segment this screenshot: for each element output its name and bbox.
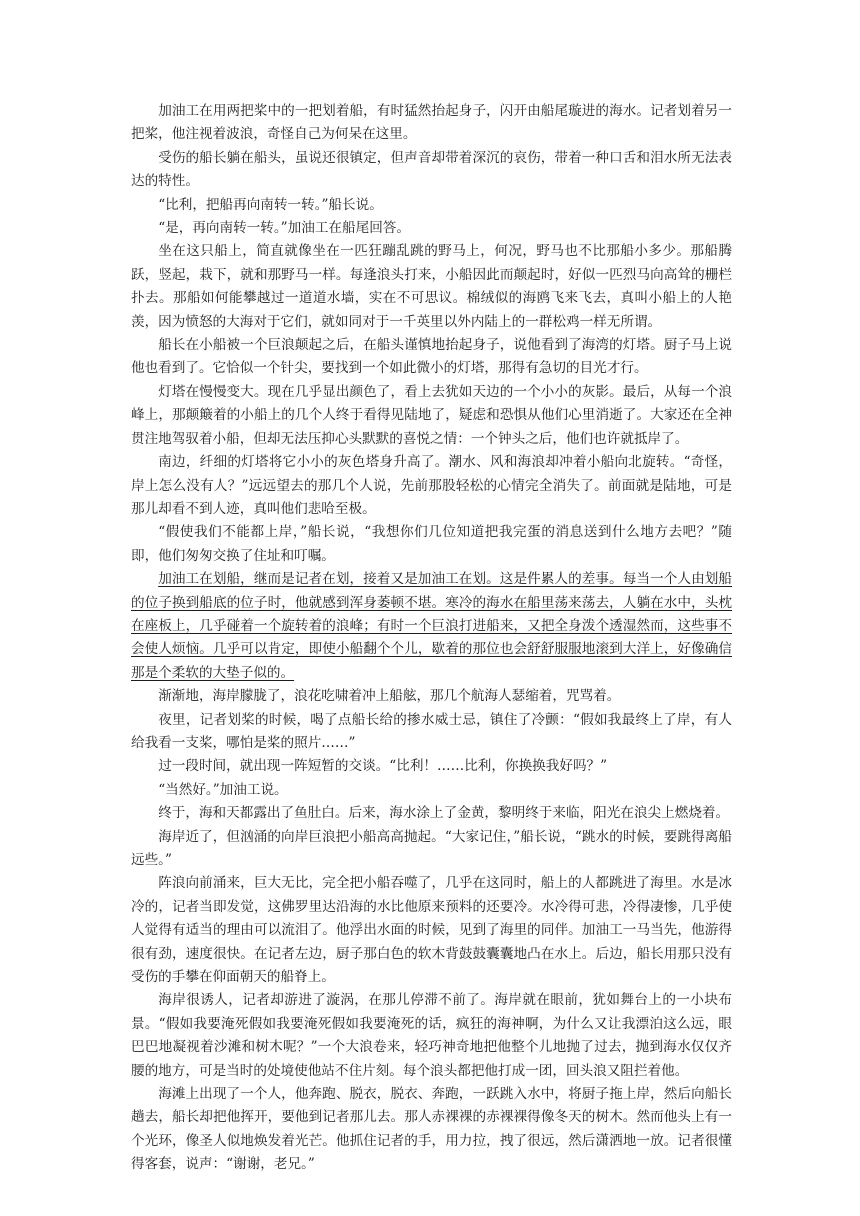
paragraph: 阵浪向前涌来，巨大无比，完全把小船吞噬了，几乎在这同时，船上的人都跳进了海里。水是冰冷的，记者当即发觉，这佛罗里达沿海的水比他原来预料的还要冷。水冷得可悲，冷得凄惨，几乎使人觉得有适当的理由可以流泪了。他浮出水面的时候，见到了海里的同伴。加油工一马当先，他游得很有劲，速度很快。在记者左边，厨子那白色的软木背鼓鼓囊囊地凸在水上。后边，船长用那只没有受伤的手攀在仰面朝天的船脊上。 (131, 875, 732, 986)
paragraph: 过一段时间，就出现一阵短暂的交谈。“比利！……比利，你换换我好吗？” (158, 758, 608, 775)
paragraph: 海岸近了，但汹涌的向岸巨浪把小船高高抛起。“大家记住，”船长说，“跳水的时候，要跳得离船远些。” (131, 828, 732, 868)
paragraph: 坐在这只船上，简直就像坐在一匹狂蹦乱跳的野马上，何况，野马也不比那船小多少。那船腾跃，竖起，栽下，就和那野马一样。每逢浪头打来，小船因此而颠起时，好似一匹烈马向高耸的栅栏扑去。那船如何能攀越过一道道水墙，实在不可思议。棉绒似的海鸥飞来飞去，真叫小船上的人艳羡，因为愤怒的大海对于它们，就如同对于一千英里以外内陆上的一群松鸡一样无所谓。 (131, 243, 732, 330)
paragraph: 海岸很诱人，记者却游进了漩涡，在那儿停滞不前了。海岸就在眼前，犹如舞台上的一小块布景。“假如我要淹死假如我要淹死假如我要淹死的话，疯狂的海神啊，为什么又让我漂泊这么远，眼巴巴地凝视着沙滩和树木呢？”一个大浪卷来，轻巧神奇地把他整个儿地抛了过去，抛到海水仅仅齐腰的地方，可是当时的处境使他站不住片刻。每个浪头都把他打成一团，回头浪又阻拦着他。 (131, 992, 732, 1079)
paragraph: 南边，纤细的灯塔将它小小的灰色塔身升高了。潮水、风和海浪却冲着小船向北旋转。“奇怪，岸上怎么没有人？”远远望去的那几个人说，先前那股轻松的心情完全消失了。前面就是陆地，可是那儿却看不到人迹，真叫他们悲哈至极。 (131, 454, 732, 517)
paragraph: 船长在小船被一个巨浪颠起之后，在船头谨慎地抬起身子，说他看到了海湾的灯塔。厨子马上说他也看到了。它恰似一个针尖，要找到一个如此微小的灯塔，那得有急切的目光才行。 (131, 337, 732, 377)
article-body (131, 100, 732, 1177)
underlined-paragraph: 加油工在划船，继而是记者在划，接着又是加油工在划。这是件累人的差事。每当一个人由划船的位子换到船底的位子时，他就感到浑身萎顿不堪。寒冷的海水在船里荡来荡去，人躺在水中，头枕在座板上，几乎碰着一个旋转着的浪峰；有时一个巨浪打进船来，又把全身泼个透湿然而，这些事不会使人烦恼。几乎可以肯定，即使小船翻个个儿，歇着的那位也会舒舒服服地滚到大洋上，好像确信那是个柔软的大垫子似的。 (131, 571, 732, 681)
paragraph: 受伤的船长躺在船头，虽说还很镇定，但声音却带着深沉的哀伤，带着一种口舌和泪水所无法表达的特性。 (131, 149, 732, 190)
paragraph: “当然好。”加油工说。 (158, 781, 288, 798)
paragraph: “是，再向南转一转。”加油工在船尾回答。 (158, 220, 410, 237)
paragraph: “比利，把船再向南转一转。”船长说。 (158, 196, 383, 213)
paragraph: 渐渐地，海岸朦胧了，浪花吃啸着冲上船舷，那几个航海人瑟缩着，咒骂着。 (158, 688, 621, 705)
paragraph: 加油工在用两把桨中的一把划着船，有时猛然抬起身子，闪开由船尾璇进的海水。记者划着另一把桨，他注视着波浪，奇怪自己为何呆在这里。 (131, 103, 732, 143)
paragraph: 灯塔在慢慢变大。现在几乎显出颜色了，看上去犹如天边的一个小小的灰影。最后，从每一个浪峰上，那颠簸着的小船上的几个人终于看得见陆地了，疑虑和恐惧从他们心里消逝了。大家还在全神贯注地驾驭着小船，但却无法压抑心头默默的喜悦之情：一个钟头之后，他们也许就抵岸了。 (131, 383, 732, 447)
paragraph: “假使我们不能都上岸，”船长说，“我想你们几位知道把我完蛋的消息送到什么地方去吧？”随即，他们匆匆交换了住址和叮嘱。 (131, 524, 732, 564)
paragraph: 夜里，记者划桨的时候，喝了点船长给的掺水威士忌，镇住了冷颤：“假如我最终上了岸，有人给我看一支桨，哪怕是桨的照片……” (131, 711, 732, 751)
paragraph: 终于，海和天都露出了鱼肚白。后来，海水涂上了金黄，黎明终于来临，阳光在浪尖上燃烧着。 (158, 805, 730, 822)
paragraph: 海滩上出现了一个人，他奔跑、脱衣，脱衣、奔跑，一跃跳入水中，将厨子拖上岸，然后向船长趟去，船长却把他挥开，要他到记者那儿去。那人赤裸裸的赤裸裸得像冬天的树木。然而他头上有一个光环，像圣人似地焕发着光芒。他抓住记者的手，用力拉，拽了很远，然后潇洒地一放。记者很懂得客套，说声：“谢谢，老兄。” (131, 1086, 732, 1173)
